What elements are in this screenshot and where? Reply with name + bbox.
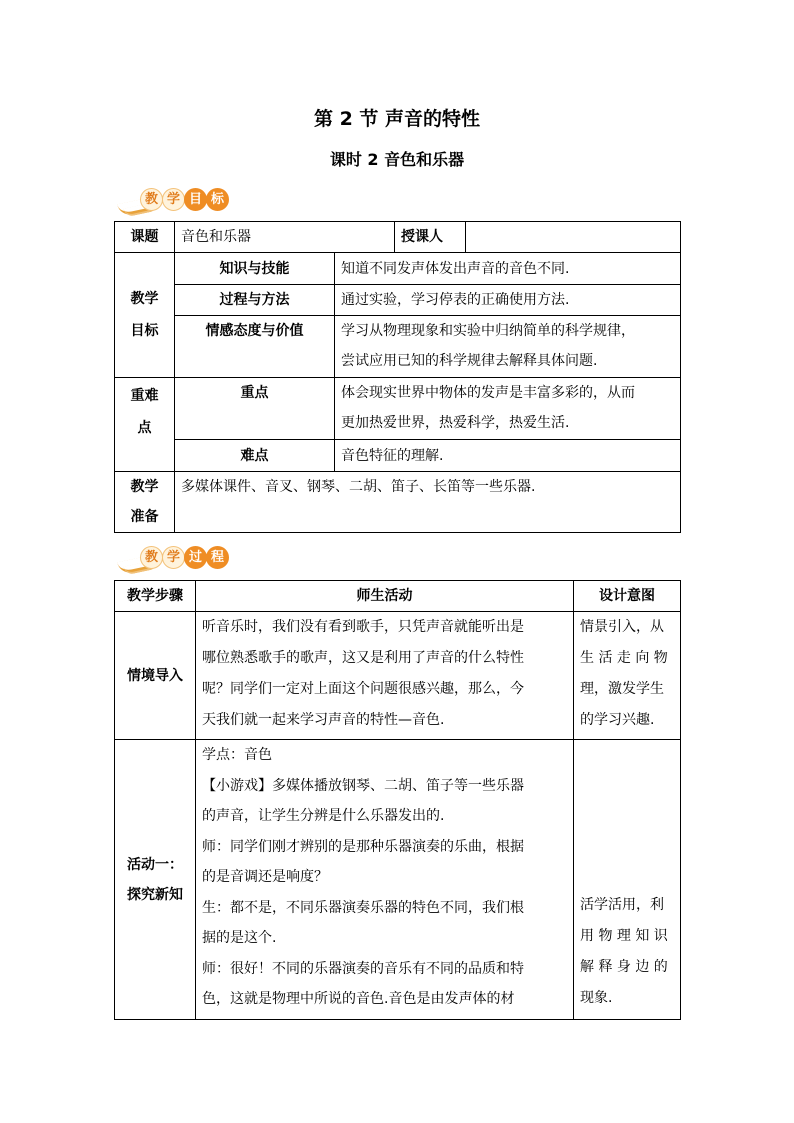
key-point-label: 重点: [175, 378, 335, 440]
intent-line: 的学习兴趣.: [580, 712, 655, 728]
keypoints-label-line: 点: [137, 420, 152, 436]
objectives-label: [115, 253, 175, 378]
badge-char: 学: [162, 546, 185, 569]
teacher-label: 授课人: [395, 222, 466, 253]
step-cell: [115, 740, 196, 1020]
keypoints-label: [115, 378, 175, 472]
objective-type: 过程与方法: [175, 285, 335, 316]
activity-line: 呢？同学们一定对上面这个问题很感兴趣，那么，今: [202, 681, 524, 697]
key-point-line: 更加热爱世界，热爱科学，热爱生活.: [341, 415, 570, 431]
step-line: 探究新知: [127, 886, 183, 903]
activity-cell: [196, 740, 574, 1020]
step-line: 活动一：: [127, 856, 183, 873]
header-activity: 师生活动: [196, 581, 574, 612]
activity-line: 据的是这个.: [202, 930, 277, 946]
activity-line: 师：同学们刚才辨别的是那种乐器演奏的乐曲，根据: [202, 838, 524, 855]
intent-line: 情景引入，从: [580, 619, 664, 635]
intent-line: 活学活用，利: [580, 897, 664, 913]
objectives-label-line: 教学: [130, 291, 159, 307]
objective-text: [335, 316, 681, 378]
intent-line: 解 释 身 边 的: [580, 959, 668, 975]
intent-line: 理，激发学生: [580, 681, 664, 697]
objective-text: 知道不同发声体发出声音的音色不同.: [335, 253, 681, 285]
badge-char: 标: [206, 188, 229, 211]
page-title: 第 2 节 声音的特性: [313, 108, 481, 130]
keypoints-label-line: 重难: [130, 388, 159, 404]
badge-char: 教: [140, 546, 163, 569]
lesson-overview-table: [114, 221, 681, 533]
activity-line: 生：都不是，不同乐器演奏乐器的特色不同，我们根: [202, 899, 524, 916]
activity-line: 天我们就一起来学习声音的特性—音色.: [202, 712, 445, 728]
activity-heading: 学点：音色: [202, 747, 272, 763]
topic-label: 课题: [115, 222, 175, 253]
badge-char: 程: [206, 546, 229, 569]
badge-char: 目: [184, 188, 207, 211]
objectives-badge: [118, 186, 238, 214]
teaching-process-table: [114, 580, 681, 1020]
intent-cell: [574, 740, 681, 1020]
badge-char: 教: [140, 188, 163, 211]
intent-line: 用 物 理 知 识: [580, 928, 668, 944]
teacher-value: [466, 222, 681, 253]
prep-label-line: 教学: [130, 479, 159, 495]
intent-line: 现象.: [580, 990, 613, 1006]
header-intent: 设计意图: [574, 581, 681, 612]
prep-label-line: 准备: [130, 509, 159, 525]
lesson-subtitle: 课时 2 音色和乐器: [329, 150, 465, 169]
objective-text-line: 学习从物理现象和实验中归纳简单的科学规律，: [341, 323, 635, 339]
activity-line: 听音乐时，我们没有看到歌手，只凭声音就能听出是: [202, 619, 524, 635]
activity-cell: [196, 612, 574, 740]
topic-value: 音色和乐器: [175, 222, 395, 253]
objective-type: 知识与技能: [175, 253, 335, 285]
prep-text: 多媒体课件、音叉、钢琴、二胡、笛子、长笛等一些乐器.: [175, 472, 681, 533]
objective-text: 通过实验，学习停表的正确使用方法.: [335, 285, 681, 316]
key-point-text: [335, 378, 681, 440]
activity-line: 的声音，让学生分辨是什么乐器发出的.: [202, 808, 445, 824]
activity-line: 的是音调还是响度？: [202, 869, 328, 885]
activity-line: 师：很好！不同的乐器演奏的音乐有不同的品质和特: [202, 960, 524, 977]
objective-type: 情感态度与价值: [175, 316, 335, 378]
objective-text-line: 尝试应用已知的科学规律去解释具体问题.: [341, 353, 598, 369]
prep-label: [115, 472, 175, 533]
activity-line: 【小游戏】多媒体播放钢琴、二胡、笛子等一些乐器: [202, 777, 524, 794]
intent-cell: [574, 612, 681, 740]
activity-line: 哪位熟悉歌手的歌声，这又是利用了声音的什么特性: [202, 650, 524, 666]
badge-char: 过: [184, 546, 207, 569]
difficulty-label: 难点: [175, 440, 335, 472]
difficulty-text: 音色特征的理解.: [335, 440, 681, 472]
step-cell: 情境导入: [115, 612, 196, 740]
intent-line: 生 活 走 向 物: [580, 650, 668, 666]
objectives-label-line: 目标: [130, 323, 159, 339]
badge-char: 学: [162, 188, 185, 211]
activity-line: 色，这就是物理中所说的音色.音色是由发声体的材: [202, 991, 515, 1007]
header-step: 教学步骤: [115, 581, 196, 612]
key-point-line: 体会现实世界中物体的发声是丰富多彩的，从而: [341, 385, 635, 401]
process-badge: [118, 544, 238, 572]
